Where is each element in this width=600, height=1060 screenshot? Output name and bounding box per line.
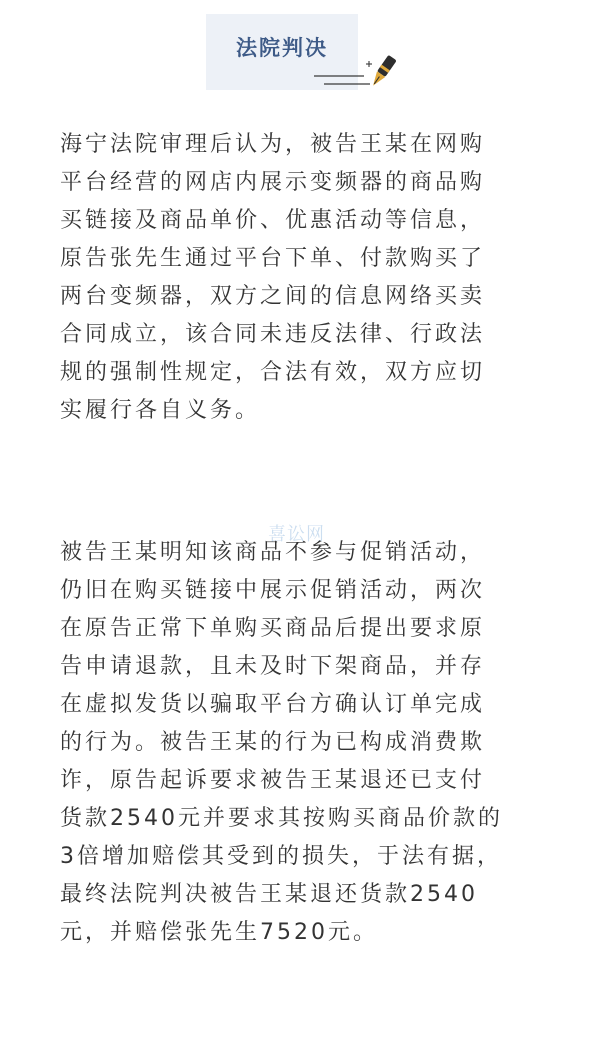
text-line: 在原告正常下单购买商品后提出要求原 — [60, 616, 486, 641]
text-line: 实履行各自义务。 — [60, 398, 261, 423]
text-line: 海宁法院审理后认为，被告王某在网购 — [60, 132, 486, 157]
text-line: 两台变频器，双方之间的信息网络买卖 — [60, 284, 486, 309]
text-line: 的行为。被告王某的行为已构成消费欺 — [60, 730, 486, 755]
text-line: 规的强制性规定，合法有效，双方应切 — [60, 360, 486, 385]
paragraph-2 — [60, 534, 550, 952]
text-line: 货款2540元并要求其按购买商品价款的 — [60, 806, 503, 831]
text-line: 最终法院判决被告王某退还货款2540 — [60, 882, 478, 907]
text-line: 买链接及商品单价、优惠活动等信息， — [60, 208, 486, 233]
text-line: 合同成立，该合同未违反法律、行政法 — [60, 322, 486, 347]
text-line: 被告王某明知该商品不参与促销活动， — [60, 540, 486, 565]
fountain-pen-icon — [310, 54, 406, 94]
text-line: 在虚拟发货以骗取平台方确认订单完成 — [60, 692, 486, 717]
watermark-text: 喜讼网 — [268, 524, 325, 545]
text-line: 平台经营的网店内展示变频器的商品购 — [60, 170, 486, 195]
text-line: 告申请退款，且未及时下架商品，并存 — [60, 654, 486, 679]
paragraph-1 — [60, 126, 550, 430]
text-line: 仍旧在购买链接中展示促销活动，两次 — [60, 578, 486, 603]
section-title: 法院判决 — [236, 36, 328, 60]
text-line: 原告张先生通过平台下单、付款购买了 — [60, 246, 486, 271]
text-line: 诈，原告起诉要求被告王某退还已支付 — [60, 768, 486, 793]
text-line: 3倍增加赔偿其受到的损失，于法有据， — [60, 844, 502, 869]
text-line: 元，并赔偿张先生7520元。 — [60, 920, 378, 945]
